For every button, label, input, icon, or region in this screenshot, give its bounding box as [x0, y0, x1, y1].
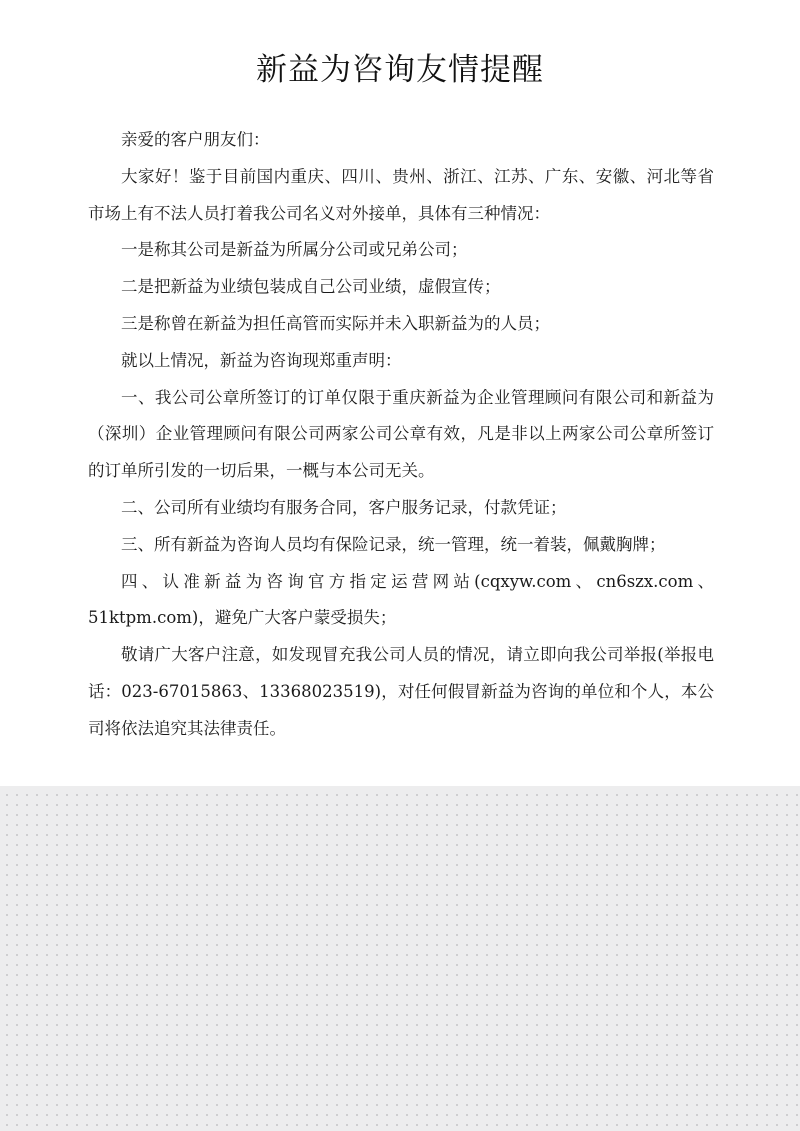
document-body: [88, 122, 714, 748]
case-two-paragraph: 二是把新益为业绩包装成自己公司业绩，虚假宣传；: [121, 277, 501, 297]
statement-intro-paragraph: 就以上情况，新益为咨询现郑重声明：: [121, 350, 402, 370]
intro-paragraph: 大家好！鉴于目前国内重庆、四川、贵州、浙江、江苏、广东、安徽、河北等省市场上有不法人员打着我公司名义对外接单，具体有三种情况：: [88, 166, 714, 223]
statement-one-paragraph: 一、我公司公章所签订的订单仅限于重庆新益为企业管理顾问有限公司和新益为（深圳）企业管理顾问有限公司两家公司公章有效，凡是非以上两家公司公章所签订的订单所引发的一切后果，一概与本公司无关。: [88, 387, 714, 481]
statement-three-paragraph: 三、所有新益为咨询人员均有保险记录，统一管理，统一着装，佩戴胸牌；: [121, 534, 666, 554]
statement-four-paragraph: 四、认准新益为咨询官方指定运营网站(cqxyw.com、cn6szx.com、51ktpm.com)，避免广大客户蒙受损失；: [88, 571, 714, 628]
case-three-paragraph: 三是称曾在新益为担任高管而实际并未入职新益为的人员；: [121, 313, 550, 333]
case-one-paragraph: 一是称其公司是新益为所属分公司或兄弟公司；: [121, 240, 468, 260]
preview-cutoff-overlay: [0, 786, 800, 1131]
closing-paragraph: 敬请广大客户注意，如发现冒充我公司人员的情况，请立即向我公司举报(举报电话：023-67015863、13368023519)，对任何假冒新益为咨询的单位和个人，本公司将依法追究其法律责任。: [88, 645, 714, 738]
page-title: 新益为咨询友情提醒: [256, 52, 544, 88]
statement-two-paragraph: 二、公司所有业绩均有服务合同，客户服务记录，付款凭证；: [121, 497, 567, 517]
salutation-paragraph: 亲爱的客户朋友们：: [121, 130, 270, 149]
